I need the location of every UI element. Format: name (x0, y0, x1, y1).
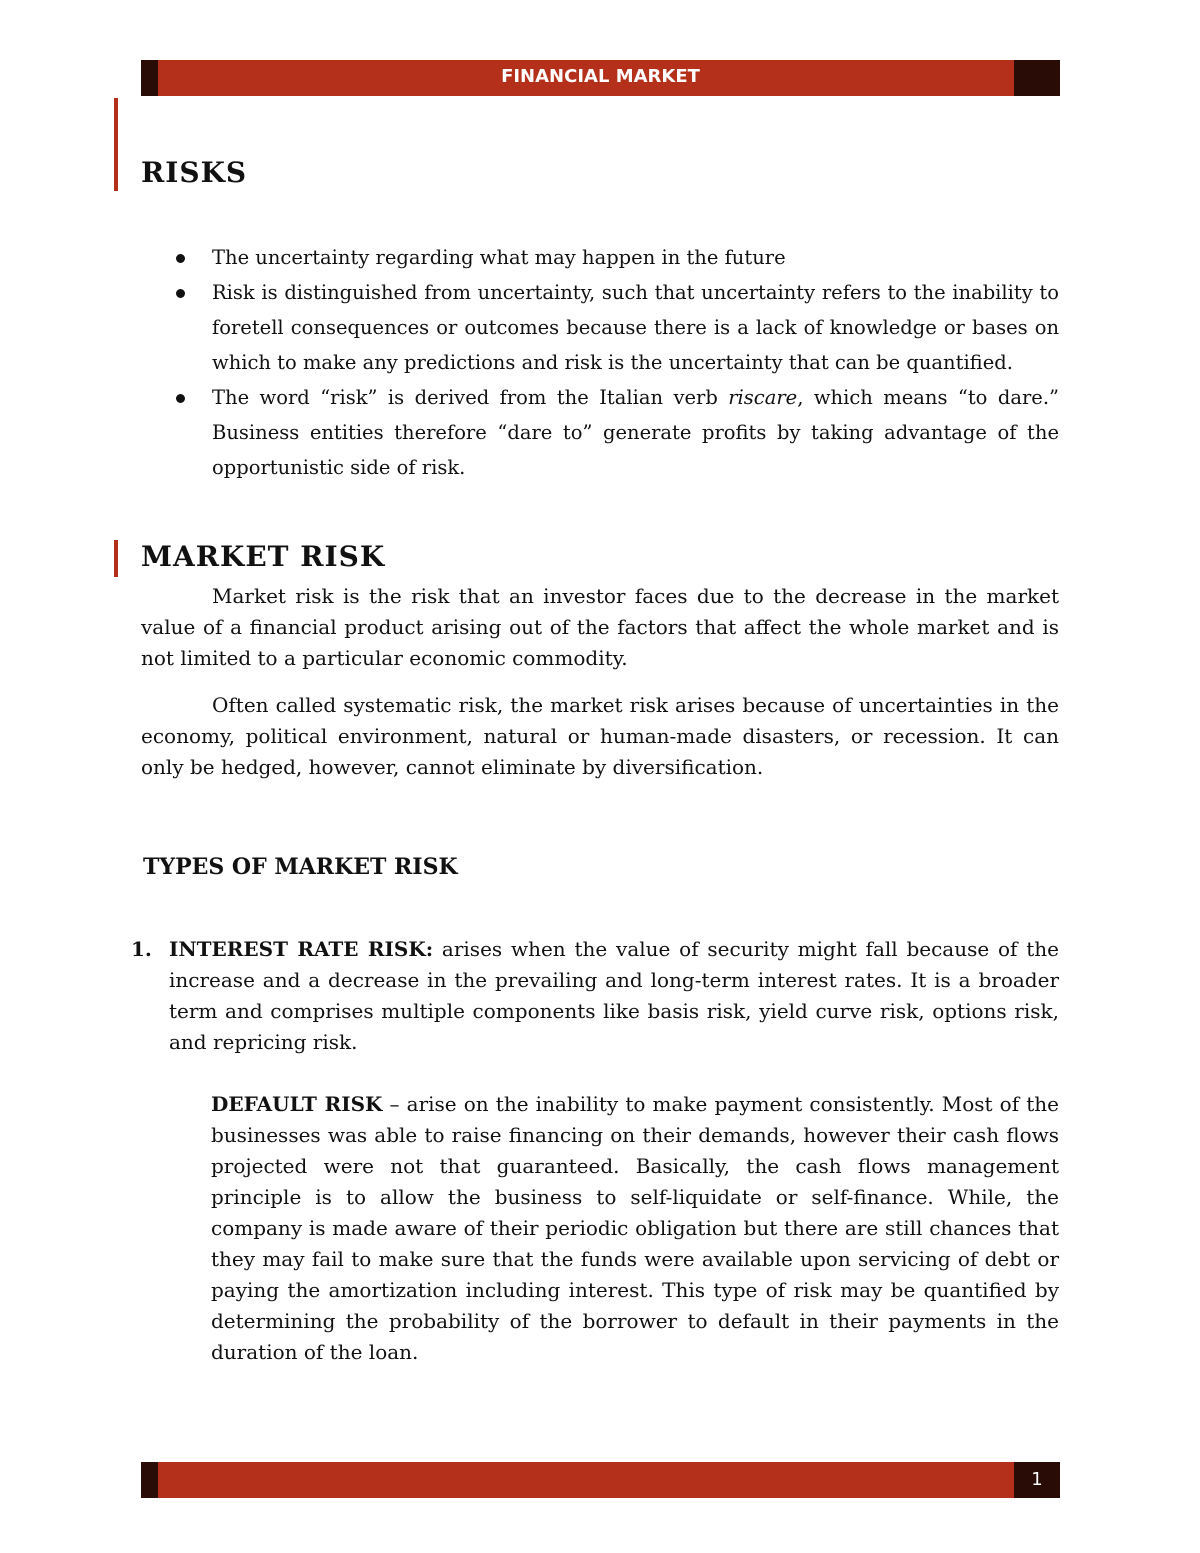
default-risk-text: – arise on the inability to make payment consistently. Most of the businesses was able to raise financing on their demands, however their cash flows projected were not that guaranteed. Basically, the cash flows management principle is to allow the business to self-liquidate or self-finance. While, the company is made aware of their periodic obligation but there are still chances that they may fail to make sure that the funds were available upon servicing of debt or paying the amortization including interest. This type of risk may be quantified by determining the probability of the borrower to default in their payments in the duration of the loan. (211, 1092, 1059, 1364)
market-risk-section-marker (114, 540, 118, 577)
item-content (169, 934, 1059, 1058)
italic-term: riscare (728, 386, 798, 409)
risks-section-marker (114, 98, 118, 191)
item-text: arises when the value of security might fall because of the increase and a decrease in the prevailing and long-term interest rates. It is a broader term and comprises multiple components like basis risk, yield curve risk, options risk, and repricing risk. (169, 937, 1059, 1054)
risks-heading: RISKS (141, 156, 248, 189)
risks-bullet-list (141, 240, 1059, 485)
item-title: INTEREST RATE RISK: (169, 937, 434, 961)
types-heading: TYPES OF MARKET RISK (143, 854, 458, 880)
bullet-icon (176, 254, 185, 263)
header-title: FINANCIAL MARKET (501, 66, 700, 87)
market-risk-paragraph-1: Market risk is the risk that an investor faces due to the decrease in the market value of a financial product arising out of the factors that affect the whole market and is not limited to a particular economic commodity. (141, 584, 1059, 670)
item-number: 1. (131, 937, 152, 961)
list-item (141, 380, 1059, 485)
bullet-icon (176, 394, 185, 403)
list-item (141, 240, 1059, 275)
page-number: 1 (1014, 1462, 1060, 1498)
market-risk-paragraph-2: Often called systematic risk, the market risk arises because of uncertainties in the economy, political environment, natural or human-made disasters, or recession. It can only be hedged, however, cannot eliminate by diversification. (141, 693, 1059, 779)
bullet-text: The word “risk” is derived from the Italian verb (212, 386, 729, 409)
interest-rate-risk-item (131, 934, 1059, 1058)
header-cap-right (1014, 60, 1060, 96)
default-risk-title: DEFAULT RISK (211, 1092, 383, 1116)
default-risk-block (211, 1089, 1059, 1368)
footer-cap-left (141, 1462, 158, 1498)
market-risk-heading: MARKET RISK (141, 540, 386, 573)
bullet-text: The uncertainty regarding what may happen in the future (212, 246, 786, 269)
bullet-text: , which means “to dare.” Business entities therefore “dare to” generate profits by taking advantage of the opportunistic side of risk. (212, 386, 1059, 479)
page-footer-bar (141, 1462, 1060, 1498)
bullet-text: Risk is distinguished from uncertainty, such that uncertainty refers to the inability to foretell consequences or outcomes because there is a lack of knowledge or bases on which to make any predictions and risk is the uncertainty that can be quantified. (212, 281, 1059, 374)
page-header-bar (141, 60, 1060, 96)
list-item (141, 275, 1059, 380)
bullet-icon (176, 289, 185, 298)
